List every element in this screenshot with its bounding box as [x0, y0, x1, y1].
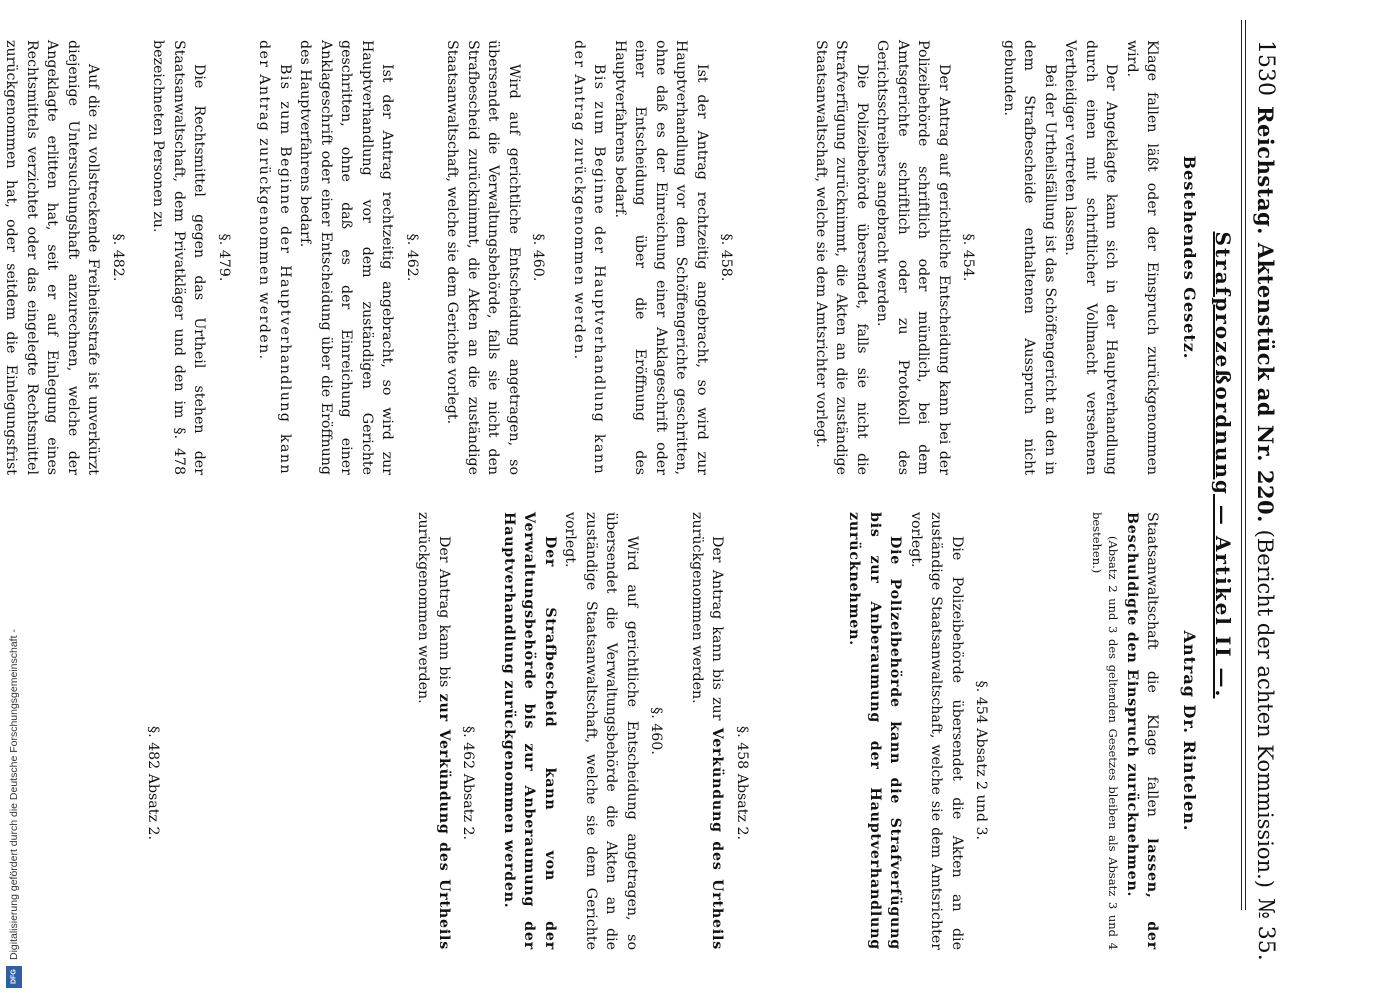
section-454-paragraph-2: Die Polizeibehörde übersendet, falls sie nicht die Strafverfügung zurücknimmt, die Akten an die zuständige Staatsanwaltschaft, welche sie dem Amtsrichter vorlegt.	[813, 40, 870, 475]
section-454-reference: §. 454 Absatz 2 und 3.	[973, 680, 990, 840]
motion-460-paragraph-1: Wird auf gerichtliche Entscheidung angetragen, so übersendet die Verwaltungsbehörde die Akten an die zuständige Staatsanwaltschaft, welche sie dem Gerichte vorlegt.	[562, 512, 640, 950]
motion-454-paragraph-1: Die Polizeibehörde übersendet die Akten an die zuständige Staatsanwaltschaft, welche sie dem Amtsrichter vorlegt.	[908, 512, 965, 950]
running-title-note: (Bericht der achten Kommission.)	[1253, 529, 1277, 888]
issue-number: № 35.	[1253, 897, 1278, 961]
section-458-paragraph-1: Ist der Antrag rechtzeitig angebracht, so wird zur Hauptverhandlung vor dem Schöffengerichte geschritten, ohne daß es der Einreichung einer Anklageschrift oder einer Entscheidung über die Eröffnung des Hauptverfahrens bedarf.	[612, 40, 710, 475]
running-header	[1253, 40, 1287, 961]
section-482-paragraph-1: Auf die zu vollstreckende Freiheitsstrafe ist unverkürzt diejenige Untersuchungshaft anzurechnen, welche der Angeklagte erlitten hat, seit er auf Einlegung eines Rechtsmittels verzichtet oder das eingelegte Rechtsmittel zurückgenommen hat, oder seitdem die Einlegungsfrist	[3, 40, 102, 475]
motion-intro-note: (Absatz 2 und 3 des geltenden Gesetzes bleiben als Absatz 3 und 4 bestehen.)	[1090, 512, 1121, 950]
dfg-logo: DFG	[6, 966, 22, 988]
section-454-label: §. 454.	[960, 233, 977, 282]
motion-454-paragraph-2: Die Polizeibehörde kann die Strafverfügung bis zur Anberaumung der Hauptverhandlung zurücknehmen.	[846, 512, 904, 950]
header-rule-bottom	[1241, 20, 1242, 910]
motion-458-a: Der Antrag kann bis zur	[709, 536, 726, 721]
column-existing-law	[0, 40, 1199, 475]
section-454-paragraph-1: Der Antrag auf gerichtliche Entscheidung kann bei der Polizeibehörde schriftlich oder mündlich, bei dem Amtsgerichte schriftlich oder zu Protokoll des Gerichtsschreibers angebracht werden.	[874, 40, 952, 475]
section-462-paragraph-1: Ist der Antrag rechtzeitig angebracht, so wird zur Hauptverhandlung vor dem zuständigen Gerichte geschritten, ohne daß es der Einreichung einer Anklageschrift oder einer Entscheidung über die Eröffnung des Hauptverfahrens bedarf.	[297, 40, 396, 475]
section-479-label: §. 479.	[216, 233, 232, 282]
motion-458-paragraph	[687, 512, 728, 950]
motion-intro-b: lassen, der Beschuldigte den Einspruch zurücknehmen.	[1124, 512, 1161, 951]
motion-458-b: Verkündung des Urtheils	[709, 727, 726, 951]
section-482-reference: §. 482 Absatz 2.	[145, 726, 161, 840]
motion-462-a: Der Antrag kann bis	[436, 536, 452, 688]
intro-paragraph-2: Der Angeklagte kann sich in der Hauptverhandlung durch einen mit schriftlicher Vollmacht versehenen Vertheidiger vertreten lassen.	[1062, 40, 1120, 475]
section-458-reference: §. 458 Absatz 2.	[734, 726, 750, 840]
motion-462-paragraph	[413, 512, 454, 950]
section-458-paragraph-2: Bis zum Beginne der Hauptverhandlung kann der Antrag zurückgenommen werden.	[571, 40, 608, 475]
section-482-label: §. 482.	[110, 233, 126, 282]
column-heading-existing: Bestehendes Gesetz.	[1180, 155, 1199, 360]
running-title-main: Reichstag. Aktenstück	[1253, 106, 1278, 382]
running-title	[1253, 106, 1278, 888]
column-heading-motion: Antrag Dr. Rintelen.	[1180, 630, 1199, 832]
motion-460-paragraph-2: Der Strafbescheid kann von der Verwaltungsbehörde bis zur Anberaumung der Hauptverhandlung zurückgenommen werden.	[501, 512, 558, 950]
motion-intro-a: Staatsanwaltschaft die Klage fallen	[1144, 512, 1161, 817]
page-number: 1530	[1253, 40, 1278, 96]
section-462-label: §. 462.	[404, 233, 420, 282]
section-462-reference: §. 462 Absatz 2.	[460, 726, 477, 840]
motion-458-c: zurückgenommen werden.	[689, 512, 705, 704]
running-title-ad: ad Nr. 220.	[1253, 387, 1278, 523]
motion-462-c: zurückgenommen werden.	[415, 512, 432, 704]
motion-intro	[1122, 512, 1163, 950]
motion-462-b: zur Verkündung des Urtheils	[436, 693, 452, 950]
digitization-credit	[4, 6, 28, 994]
section-479-paragraph-1: Die Rechtsmittel gegen das Urtheil stehen der Staatsanwaltschaft, dem Privatkläger und den im §. 478 bezeichneten Personen zu.	[150, 40, 208, 475]
motion-460-label: §. 460.	[648, 707, 665, 755]
intro-paragraph-1: Klage fallen läßt oder der Einspruch zurückgenommen wird.	[1124, 40, 1161, 475]
digitization-credit-text: Digitalisierung gefördert durch die Deutsche Forschungsgemeinschaft -	[8, 629, 20, 960]
document-title: Strafprozeßordnung — Artikel II —.	[1211, 231, 1235, 699]
intro-paragraph-3: Bei der Urtheilsfällung ist das Schöffengericht an den in dem Strafbescheide enthaltenen Ausspruch nicht gebunden.	[1001, 40, 1058, 475]
section-462-paragraph-2: Bis zum Beginne der Hauptverhandlung kann der Antrag zurückgenommen werden.	[256, 40, 293, 475]
header-rule-top	[1245, 20, 1246, 910]
section-458-label: §. 458.	[718, 233, 735, 282]
column-motion	[139, 512, 1200, 950]
section-460-paragraph-1: Wird auf gerichtliche Entscheidung angetragen, so übersendet die Verwaltungsbehörde, falls sie nicht den Strafbescheid zurücknimmt, die Akten an die zuständige Staatsanwaltschaft, welche sie dem Gerichte vorlegt.	[444, 40, 522, 475]
section-460-label: §. 460.	[530, 233, 547, 282]
